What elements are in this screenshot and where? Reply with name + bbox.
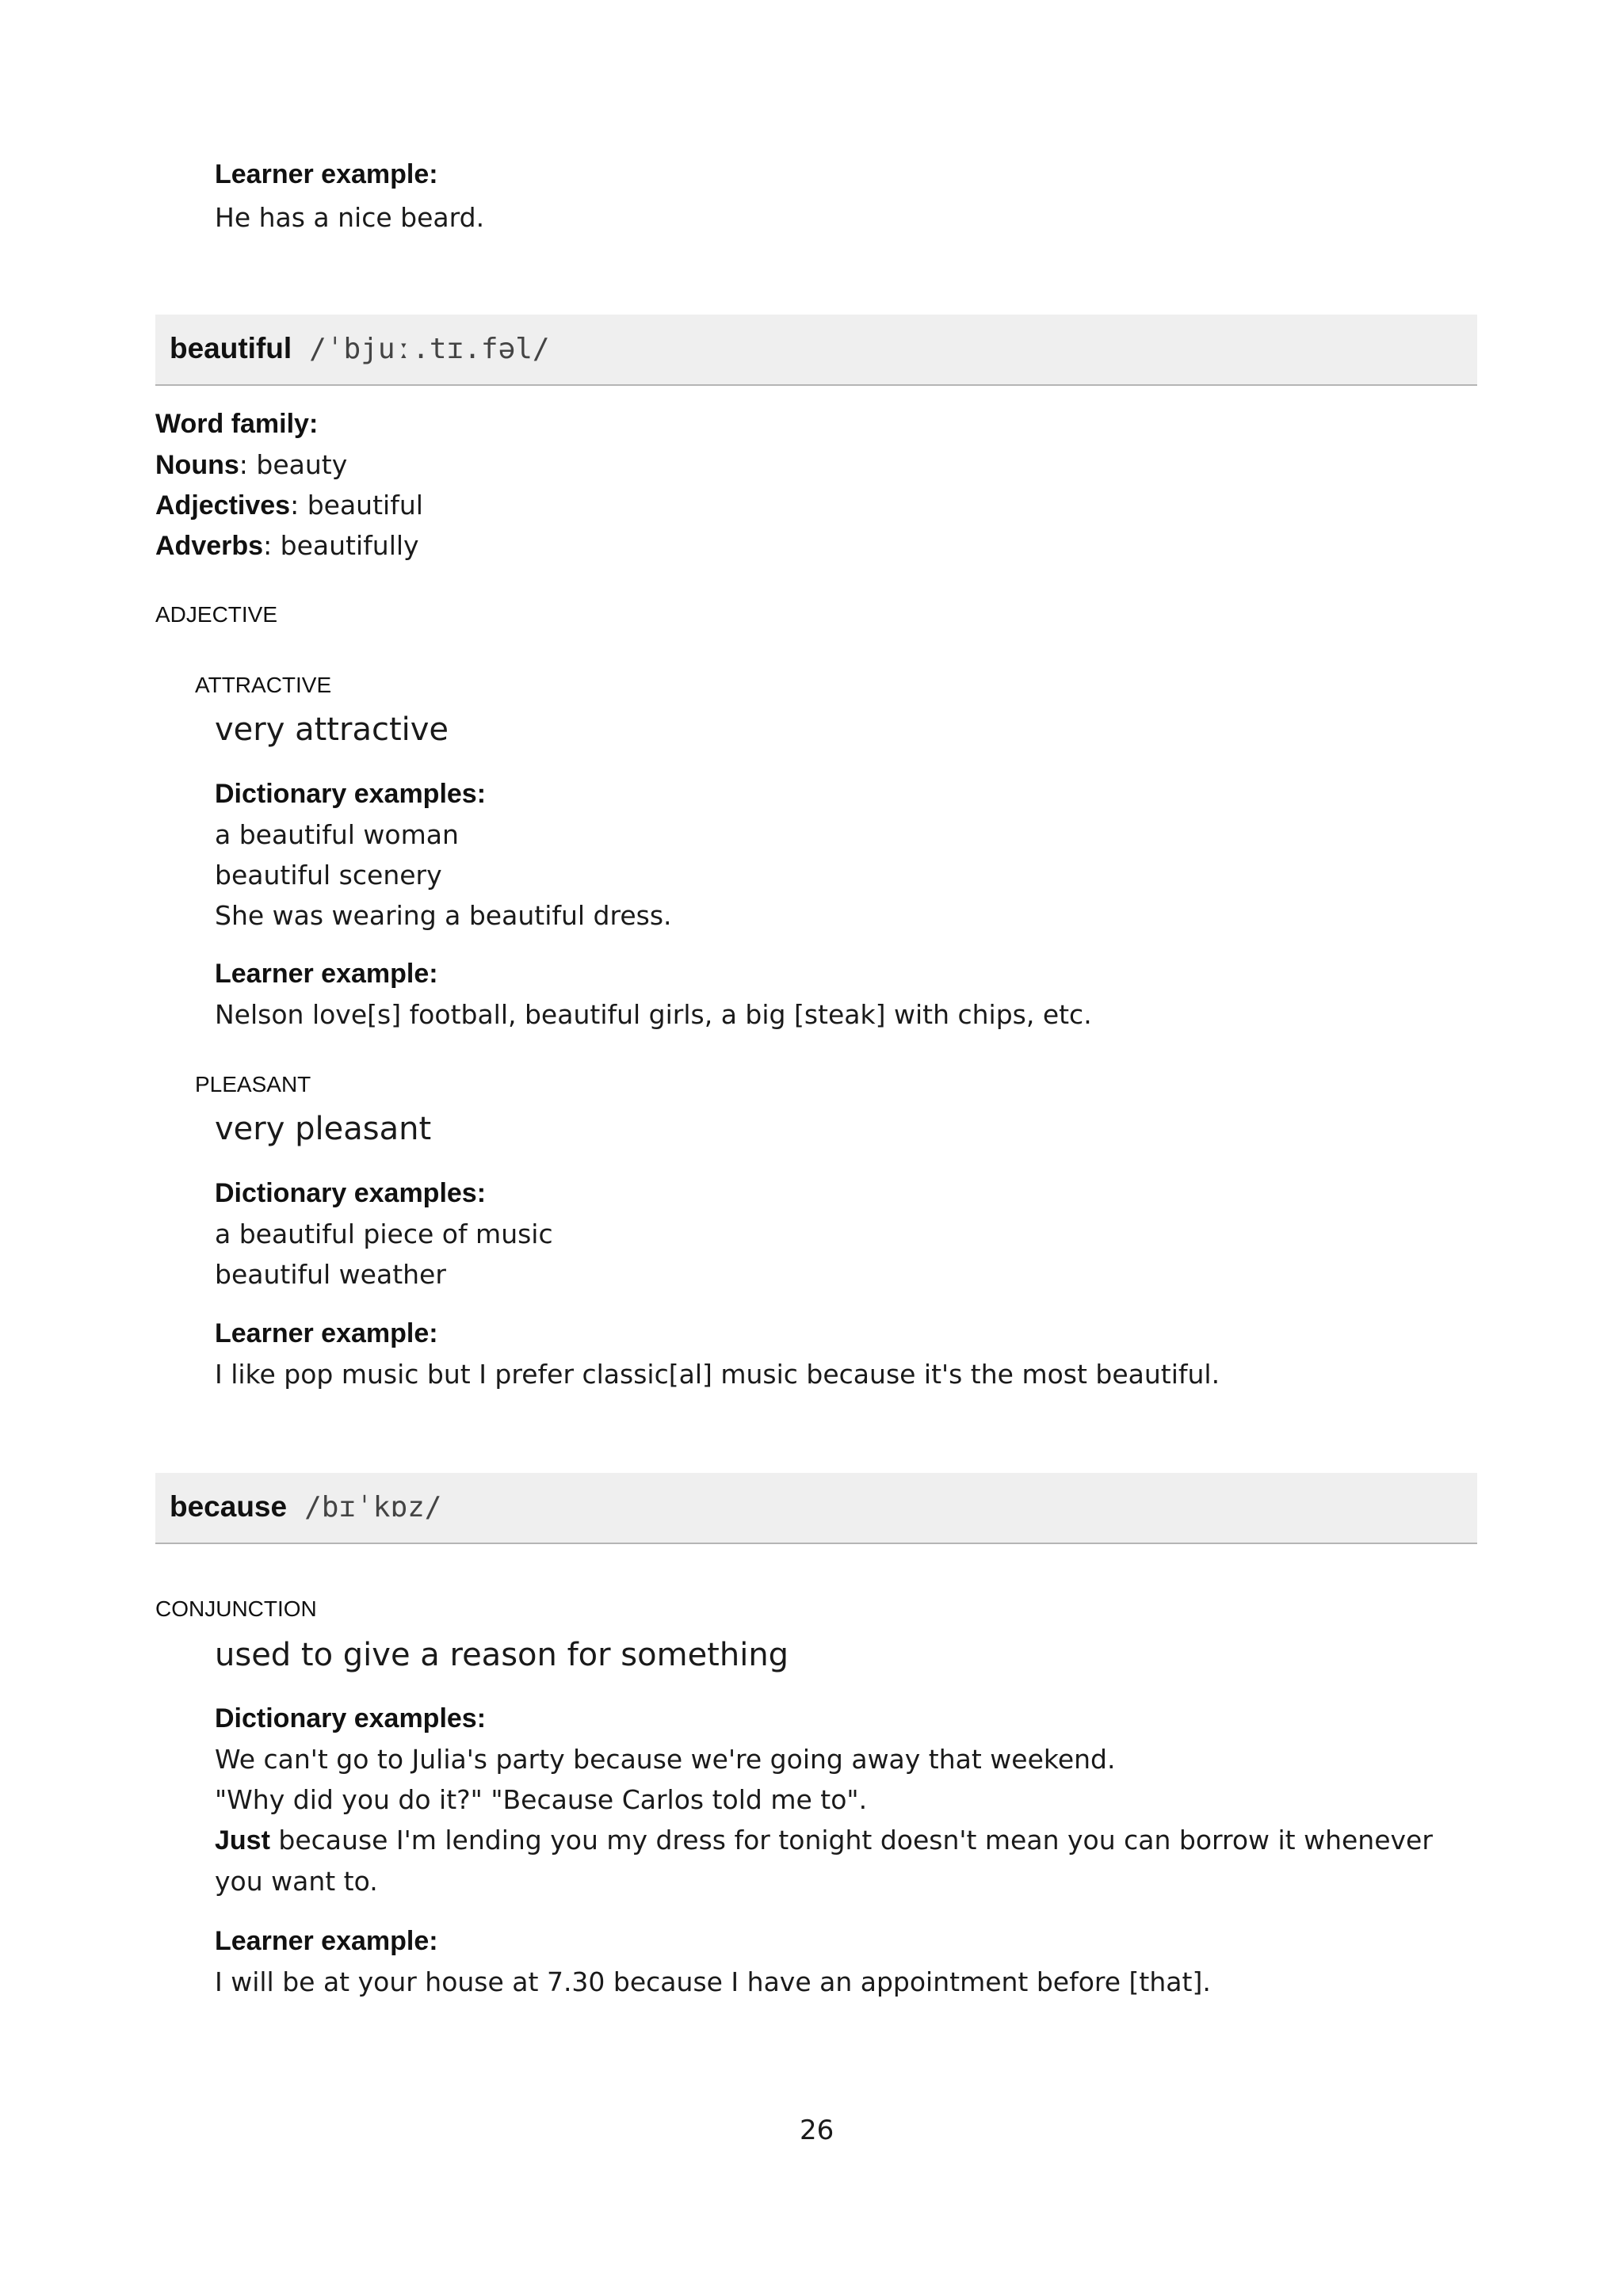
page-number: 26	[800, 2115, 834, 2146]
word-family-nouns	[155, 449, 347, 481]
dictionary-examples-label: Dictionary examples:	[215, 1703, 487, 1733]
adjectives-label: Adjectives	[155, 490, 291, 521]
word-family-adverbs	[155, 530, 419, 562]
guide-word-attractive: ATTRACTIVE	[195, 673, 332, 697]
definition-because: used to give a reason for something	[215, 1637, 789, 1673]
definition-pleasant: very pleasant	[215, 1111, 432, 1147]
headword-because	[170, 1490, 441, 1524]
nouns-label: Nouns	[155, 450, 239, 480]
learner-example-label: Learner example:	[215, 1926, 438, 1956]
word-family-adjectives	[155, 490, 423, 521]
pronunciation: /bɪˈkɒz/	[304, 1491, 442, 1524]
learner-example-label: Learner example:	[215, 959, 438, 989]
headword-beautiful	[170, 332, 550, 365]
nouns-value: : beauty	[239, 449, 348, 480]
adverbs-label: Adverbs	[155, 531, 264, 561]
adjectives-value: : beautiful	[290, 490, 423, 521]
dictionary-example: a beautiful piece of music	[215, 1219, 553, 1249]
learner-example-text: I will be at your house at 7.30 because I have an appointment before [that].	[215, 1966, 1211, 1997]
example-rest: because I'm lending you my dress for tonight doesn't mean you can borrow it whenever you want to.	[215, 1825, 1433, 1897]
pronunciation: /ˈbjuː.tɪ.fəl/	[309, 333, 550, 365]
learner-example-text: Nelson love[s] football, beautiful girls, a big [steak] with chips, etc.	[215, 999, 1092, 1030]
headword-text: because	[170, 1490, 288, 1523]
definition-attractive: very attractive	[215, 711, 449, 748]
learner-example-text: He has a nice beard.	[215, 202, 485, 233]
dictionary-example: We can't go to Julia's party because we're going away that weekend.	[215, 1744, 1116, 1775]
learner-example-text: I like pop music but I prefer classic[al] music because it's the most beautiful.	[215, 1359, 1220, 1390]
guide-word-pleasant: PLEASANT	[195, 1072, 311, 1097]
entry-header-because	[155, 1473, 1477, 1544]
dictionary-example: She was wearing a beautiful dress.	[215, 900, 672, 931]
adverbs-value: : beautifully	[263, 530, 419, 561]
dictionary-examples-label: Dictionary examples:	[215, 779, 487, 809]
dictionary-example: "Why did you do it?" "Because Carlos told me to".	[215, 1784, 868, 1815]
dictionary-examples-label: Dictionary examples:	[215, 1178, 487, 1208]
part-of-speech: CONJUNCTION	[155, 1596, 317, 1621]
part-of-speech: ADJECTIVE	[155, 602, 278, 627]
dictionary-example: beautiful weather	[215, 1259, 446, 1290]
word-family-label: Word family:	[155, 409, 319, 439]
entry-header-beautiful	[155, 315, 1477, 386]
learner-example-label: Learner example:	[215, 159, 438, 189]
dictionary-example	[215, 1820, 1467, 1901]
learner-example-label: Learner example:	[215, 1318, 438, 1348]
emphasis-just: Just	[215, 1825, 270, 1855]
headword-text: beautiful	[170, 332, 292, 364]
dictionary-example: beautiful scenery	[215, 860, 442, 891]
dictionary-example: a beautiful woman	[215, 819, 459, 850]
